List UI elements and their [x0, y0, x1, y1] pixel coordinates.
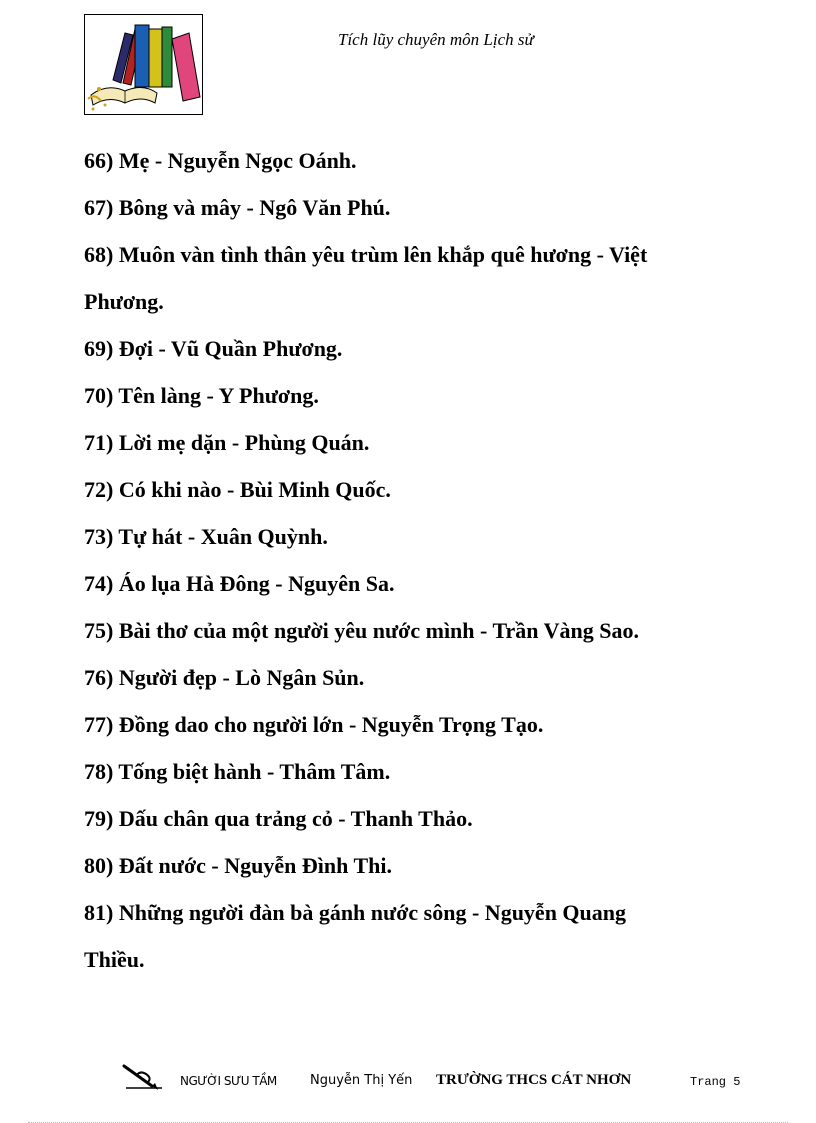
list-item: Phương. — [84, 289, 164, 314]
list-item: 77) Đồng dao cho người lớn - Nguyễn Trọng Tạo. — [84, 712, 544, 737]
list-item: 66) Mẹ - Nguyễn Ngọc Oánh. — [84, 148, 357, 173]
collector-label: NGƯỜI SƯU TẦM — [180, 1074, 277, 1088]
books-icon — [84, 14, 203, 115]
school-name: TRƯỜNG THCS CÁT NHƠN — [436, 1072, 632, 1088]
page-footer — [0, 1062, 816, 1102]
list-item: 70) Tên làng - Y Phương. — [84, 383, 319, 408]
page-number: Trang 5 — [690, 1075, 741, 1089]
list-item: 80) Đất nước - Nguyễn Đình Thi. — [84, 853, 392, 878]
header-title: Tích lũy chuyên môn Lịch sử — [338, 30, 534, 49]
poem-list — [84, 137, 724, 983]
list-item: 81) Những người đàn bà gánh nước sông - Nguyễn Quang — [84, 900, 627, 925]
list-item: Thiều. — [84, 947, 145, 972]
list-item: 73) Tự hát - Xuân Quỳnh. — [84, 524, 328, 549]
list-item: 72) Có khi nào - Bùi Minh Quốc. — [84, 477, 391, 502]
list-item: 69) Đợi - Vũ Quần Phương. — [84, 336, 343, 361]
list-item: 74) Áo lụa Hà Đông - Nguyên Sa. — [84, 571, 395, 596]
list-item: 78) Tống biệt hành - Thâm Tâm. — [84, 759, 391, 784]
list-item: 71) Lời mẹ dặn - Phùng Quán. — [84, 430, 370, 455]
list-item: 75) Bài thơ của một người yêu nước mình - Trần Vàng Sao. — [84, 618, 639, 643]
pen-writing-icon — [122, 1062, 166, 1092]
list-item: 76) Người đẹp - Lò Ngân Sủn. — [84, 665, 365, 690]
list-item: 79) Dấu chân qua trảng cỏ - Thanh Thảo. — [84, 806, 473, 831]
list-item: 68) Muôn vàn tình thân yêu trùm lên khắp quê hương - Việt — [84, 242, 648, 267]
list-item: 67) Bông và mây - Ngô Văn Phú. — [84, 195, 391, 220]
author-name: Nguyễn Thị Yến — [310, 1073, 413, 1088]
